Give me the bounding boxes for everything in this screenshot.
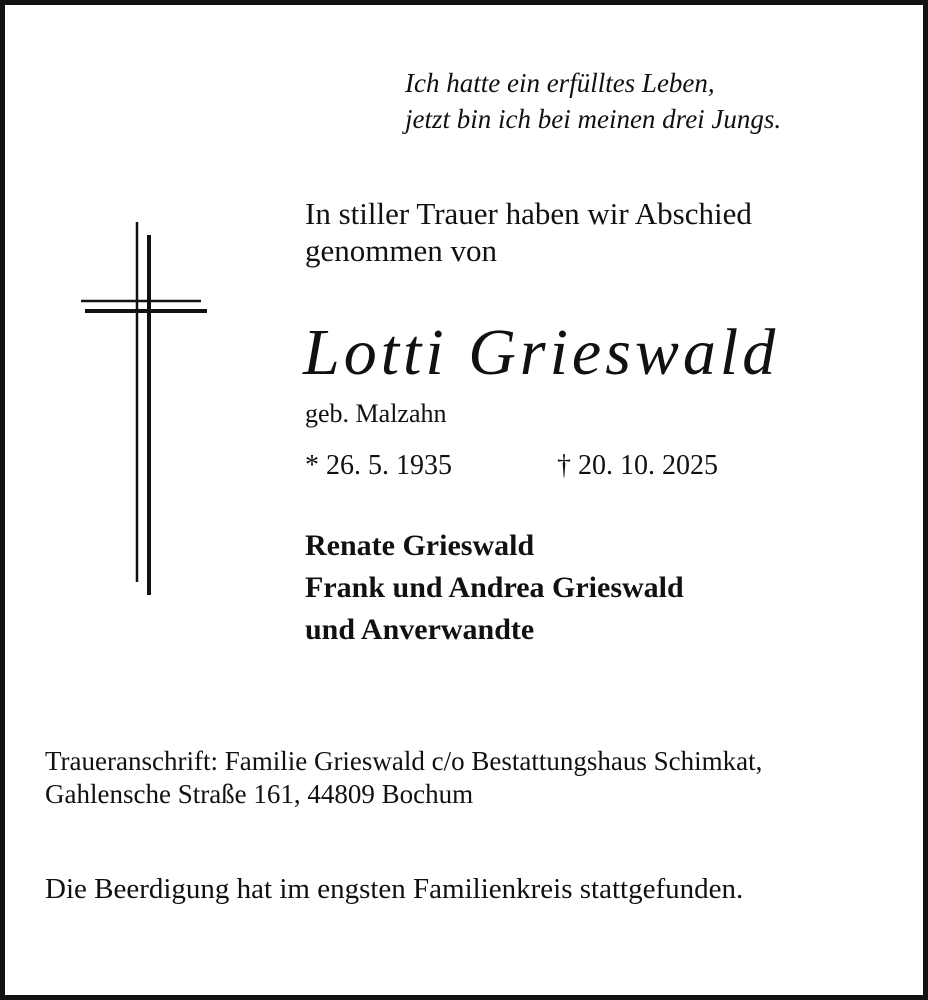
cross-icon [75,217,215,602]
quote-line-1: Ich hatte ein erfülltes Leben, [405,68,715,98]
address-line-1: Traueranschrift: Familie Grieswald c/o Bestattungshaus Schimkat, [45,746,763,776]
deceased-name: Lotti Grieswald [303,316,780,389]
intro-line-1: In stiller Trauer haben wir Abschied [305,196,752,231]
memorial-quote [405,65,781,137]
birth-date: * 26. 5. 1935 [305,450,452,481]
quote-line-2: jetzt bin ich bei meinen drei Jungs. [405,104,782,134]
mourner-name: und Anverwandte [305,613,535,646]
mourners-list [305,525,684,651]
funeral-note: Die Beerdigung hat im engsten Familienkreis stattgefunden. [45,873,744,905]
death-date: † 20. 10. 2025 [557,450,718,481]
intro-line-2: genommen von [305,233,497,268]
intro-text [305,195,752,269]
mourning-address [45,745,762,811]
mourner-name: Renate Grieswald [305,529,535,562]
address-line-2: Gahlensche Straße 161, 44809 Bochum [45,779,474,809]
mourner-name: Frank und Andrea Grieswald [305,571,684,604]
maiden-name: geb. Malzahn [305,399,447,428]
